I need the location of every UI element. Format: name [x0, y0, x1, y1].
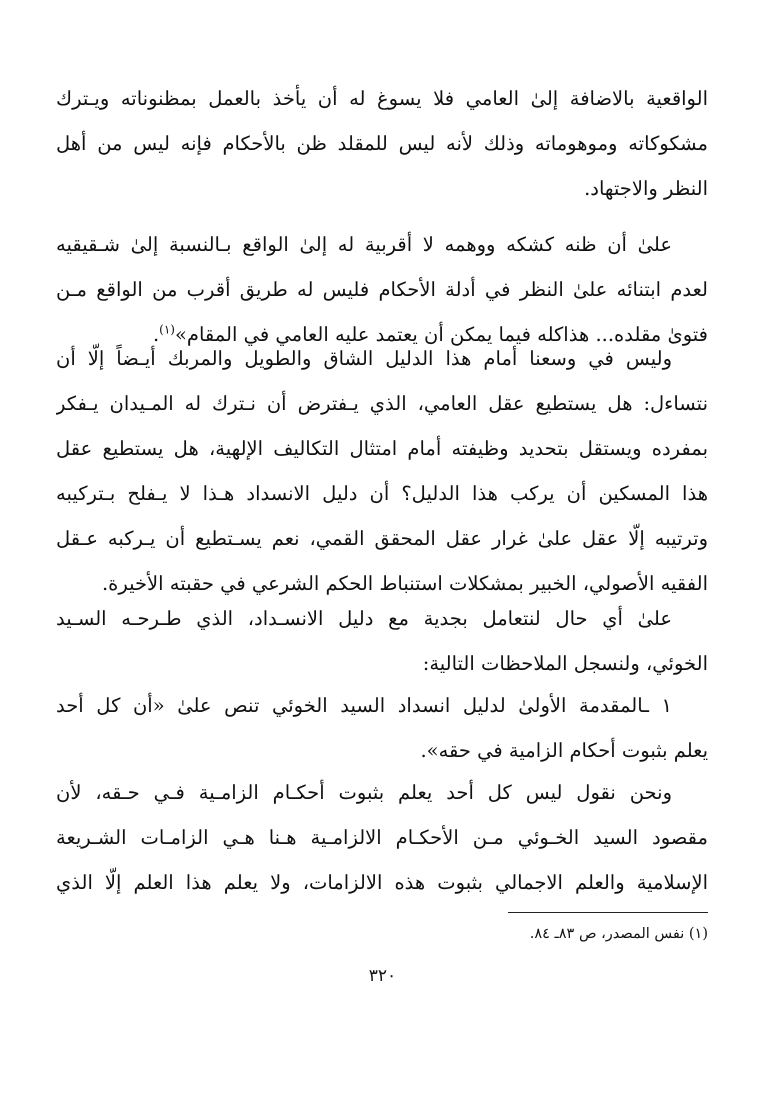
- text-line: الإسلامية والعلم الاجمالي بثبوت هذه الالزامات، ولا يعلم هذا العلم إلّا الذي: [56, 871, 708, 894]
- text-line: ونحن نقول ليس كل أحد يعلم بثبوت أحكـام الزامـية فـي حـقه، لأن: [56, 781, 672, 804]
- page-number: ٣٢٠: [368, 966, 397, 986]
- text-line: وترتيبه إلّا عقل علىٰ غرار عقل المحقق القمي، نعم يسـتطيع أن يـركبه عـقل: [56, 527, 708, 550]
- text-line: علىٰ أي حال لنتعامل بجدية مع دليل الانسـداد، الذي طـرحـه السـيد: [56, 607, 672, 630]
- text-line: وليس في وسعنا أمام هذا الدليل الشاق والطويل والمربك أيـضاً إلّا أن: [56, 347, 672, 370]
- text-line: مشكوكاته وموهوماته وذلك لأنه ليس للمقلد ظن بالأحكام فإنه ليس من أهل: [56, 132, 708, 155]
- footnote-separator: [508, 912, 708, 913]
- text-line: الخوئي، ولنسجل الملاحظات التالية:: [422, 652, 708, 675]
- paragraph-4: [56, 596, 708, 686]
- text-line: ١ ـالمقدمة الأولىٰ لدليل انسداد السيد الخوئي تنص علىٰ «أن كل أحد: [56, 694, 672, 717]
- text-line: مقصود السيد الخـوئي مـن الأحكـام الالزامـية هـنا هـي الزامـات الشـريعة: [56, 826, 708, 849]
- text-line: بمفرده ويستقل بتحديد وظيفته أمام امتثال التكاليف الإلهية، هل يستطيع عقل: [56, 437, 708, 460]
- text-line: الفقيه الأصولي، الخبير بمشكلات استنباط الحكم الشرعي في حقبته الأخيرة.: [101, 572, 708, 595]
- text-line: هذا المسكين أن يركب هذا الدليل؟ أن دليل الانسداد هـذا لا يـفلح بـتركيبه: [56, 482, 708, 505]
- text-line: لعدم ابتنائه علىٰ النظر في أدلة الأحكام فليس له طريق أقرب من الواقع مـن: [56, 278, 708, 301]
- paragraph-3: [56, 336, 708, 606]
- paragraph-1: [56, 76, 708, 211]
- numbered-point-1: [56, 683, 708, 773]
- text-line: الواقعية بالاضافة إلىٰ العامي فلا يسوغ له أن يأخذ بالعمل بمظنوناته ويـترك: [56, 87, 708, 110]
- footnote-reference: (١): [159, 322, 175, 337]
- text-line: نتساءل: هل يستطيع عقل العامي، الذي يـفترض أن نـترك له المـيدان يـفكر: [56, 392, 708, 415]
- footnote: (١) نفس المصدر، ص ٨٣ـ ٨٤.: [529, 926, 708, 942]
- quote-end-text: فتوىٰ مقلده... هذاكله فيما يمكن أن يعتمد عليه العامي في المقام»: [174, 323, 708, 346]
- text-line: علىٰ أن ظنه كشكه ووهمه لا أقربية له إلىٰ الواقع بـالنسبة إلىٰ شـقيقيه: [56, 233, 672, 256]
- sentence-end: .: [152, 323, 160, 346]
- paragraph-5: [56, 770, 708, 905]
- text-line: يعلم بثبوت أحكام الزامية في حقه».: [420, 739, 708, 762]
- text-line: النظر والاجتهاد.: [584, 177, 708, 200]
